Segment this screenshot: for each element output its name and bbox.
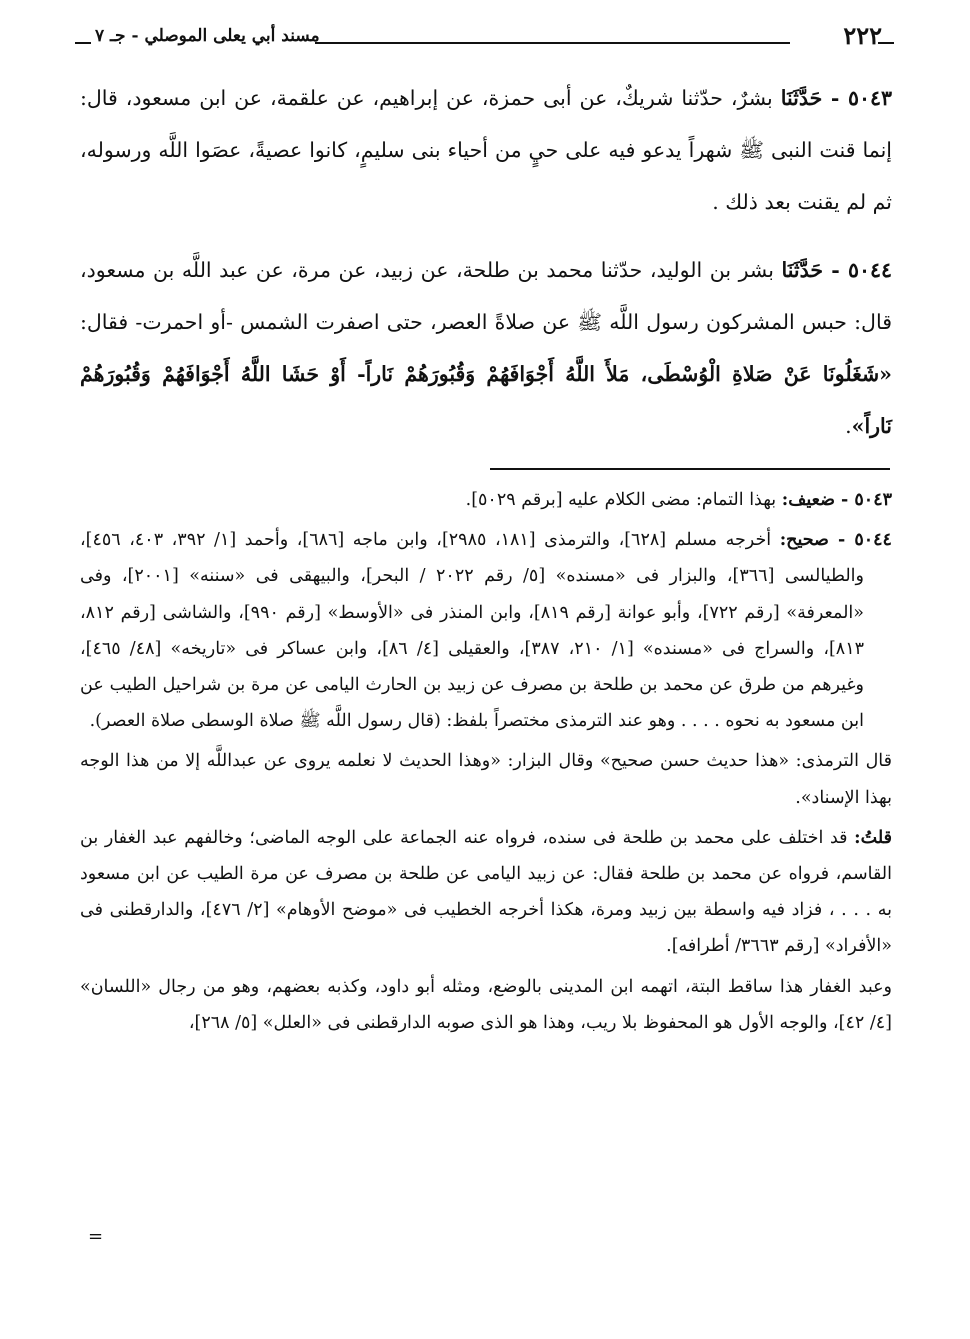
hadith-text: بشرٌ، حدّثنا شريكٌ، عن أبى حمزة، عن إبراهيم، عن علقمة، عن ابن مسعود، قال: إنما قنت النبى ﷺ شهراً يدعو فيه على حيٍ من أحياء بنى سليمٍ، كانوا عصيةً، عصَوا اللَّه ورسوله، ثم لم يقنت بعد ذلك .	[80, 86, 892, 214]
note-number: ٥٠٤٣	[854, 490, 892, 510]
hadith-lead: حَدَّثَنَا	[780, 86, 823, 110]
header-dash-left	[75, 42, 91, 44]
hadith-5043: ٥٠٤٣ - حَدَّثَنَا بشرٌ، حدّثنا شريكٌ، عن أبى حمزة، عن إبراهيم، عن علقمة، عن ابن مسعود، قال: إنما قنت النبى ﷺ شهراً يدعو فيه على حيٍ من أحياء بنى سليمٍ، كانوا عصيةً، عصَوا اللَّه ورسوله، ثم لم يقنت بعد ذلك .	[80, 86, 892, 214]
note-grade: ضعيف:	[781, 490, 835, 510]
hadith-text: بشر بن الوليد، حدّثنا محمد بن طلحة، عن زبيد، عن مرة، عن عبد اللَّه بن مسعود، قال: حبس المشركون رسول اللَّه ﷺ عن صلاةً العصر، حتى اصفرت الشمس -أو احمرت- فقال:	[80, 258, 892, 334]
page-header	[75, 18, 890, 66]
note-tirmidhi: قال الترمذى: «هذا حديث حسن صحيح» وقال البزار: «وهذا الحديث لا نعلمه يروى عن عبداللَّه إلا من هذا الوجه بهذا الإسناد».	[80, 751, 892, 808]
note-text: أخرجه مسلم [٦٢٨]، والترمذى [١٨١، ٢٩٨٥]، وابن ماجه [٦٨٦]، وأحمد [١/ ٣٩٢، ٤٠٣، ٤٥٦]، والطيالسى [٣٦٦]، والبزار فى «مسنده» [٥/ رقم ٢٠٢٢ / البحر]، والبيهقى فى «سننه» [٢٠٠١]، وفى «المعرفة» [رقم ٧٢٢]، وأبو عوانة [رقم ٨١٩]، وابن المنذر فى «الأوسط» [رقم ٩٩٠]، والشاشى [رقم ٨١٢، ٨١٣]، والسراج فى «مسنده» [١/ ٢١٠، ٣٨٧]، والعقيلى [٤/ ٨٦]، وابن عساكر فى «تاريخه» [٤٨/ ٤٦٥]، وغيرهم من طرق عن محمد بن طلحة بن مصرف عن زبيد بن الحارث اليامى عن مرة بن شراحيل الطيب عن ابن مسعود به نحوه . . . . وهو عند الترمذى مختصراً بلفظ: (قال رسول اللَّه ﷺ صلاة الوسطى صلاة العصر).	[80, 530, 864, 732]
hadith-number: ٥٠٤٤	[847, 258, 892, 282]
qultu-text: قد اختلف على محمد بن طلحة فى سنده، فرواه عنه الجماعة على الوجه الماضى؛ وخالفهم عبد الغفار بن القاسم، فرواه عن محمد بن طلحة فقال: عن زبيد اليامى عن طلحة بن مصرف عن مرة الطيب عن ابن مسعود به . . . ، فزاد فيه واسطة بين زبيد ومرة، هكذا أخرجه الخطيب فى «موضح الأوهام» [٢/ ٤٧٦]، والدارقطنى فى «الأفراد» [رقم ٣٦٦٣/ أطرافه].	[80, 827, 892, 957]
note-abdulghaffar: وعبد الغفار هذا ساقط البتة، اتهمه ابن المدينى بالوضع، ومثله أبو داود، وكذبه بعضهم، وهو من رجال «اللسان» [٤/ ٤٢]، والوجه الأول هو المحفوظ بلا ريب، وهذا هو الذى صوبه الدارقطنى فى «العلل» [٥/ ٢٦٨]،	[80, 976, 892, 1033]
note-5044: ٥٠٤٤ - صحيح: أخرجه مسلم [٦٢٨]، والترمذى [١٨١، ٢٩٨٥]، وابن ماجه [٦٨٦]، وأحمد [١/ ٣٩٢، ٤٠٣، ٤٥٦]، والطيالسى [٣٦٦]، والبزار فى «مسنده» [٥/ رقم ٢٠٢٢ / البحر]، والبيهقى فى «سننه» [٢٠٠١]، وفى «المعرفة» [رقم ٧٢٢]، وأبو عوانة [رقم ٨١٩]، وابن المنذر فى «الأوسط» [رقم ٩٩٠]، والشاشى [رقم ٨١٢، ٨١٣]، والسراج فى «مسنده» [١/ ٢١٠، ٣٨٧]، والعقيلى [٤/ ٨٦]، وابن عساكر فى «تاريخه» [٤٨/ ٤٦٥]، وغيرهم من طرق عن محمد بن طلحة بن مصرف عن زبيد بن الحارث اليامى عن مرة بن شراحيل الطيب عن ابن مسعود به نحوه . . . . وهو عند الترمذى مختصراً بلفظ: (قال رسول اللَّه ﷺ صلاة الوسطى صلاة العصر).	[80, 530, 892, 732]
note-number: ٥٠٤٤	[854, 530, 892, 551]
note-qultu	[80, 820, 892, 965]
note-grade: صحيح:	[779, 530, 829, 551]
hadith-end: .	[845, 414, 852, 438]
main-text	[80, 72, 892, 468]
hadith-quote: «شَغَلُونَا عَنْ صَلاةِ الْوُسْطَى، مَلأَ اللَّهُ أَجْوَافَهُمْ وَقُبُورَهُمْ نَاراً- أَوْ حَشَا اللَّهُ أَجْوَافَهُمْ وَقُبُورَهُمْ نَاراً»	[80, 362, 892, 438]
note-text: بهذا التمام: مضى الكلام عليه [برقم ٥٠٢٩].	[465, 490, 777, 510]
hadith-number: ٥٠٤٣	[847, 86, 892, 110]
book-title: مسند أبي يعلى الموصلي - جـ ٧	[95, 26, 320, 46]
hadith-lead: حَدَّثَنَا	[781, 258, 824, 282]
header-rule	[315, 42, 790, 44]
footnotes	[80, 482, 892, 1045]
qultu-label: قلتُ:	[854, 827, 892, 848]
hadith-5044: ٥٠٤٤ - حَدَّثَنَا بشر بن الوليد، حدّثنا محمد بن طلحة، عن زبيد، عن مرة، عن عبد اللَّه بن مسعود، قال: حبس المشركون رسول اللَّه ﷺ عن صلاةً العصر، حتى اصفرت الشمس -أو احمرت- فقال: «شَغَلُونَا عَنْ صَلاةِ الْوُسْطَى، مَلأَ اللَّهُ أَجْوَافَهُمْ وَقُبُورَهُمْ نَاراً- أَوْ حَشَا اللَّهُ أَجْوَافَهُمْ وَقُبُورَهُمْ نَاراً».	[80, 258, 892, 438]
footnote-separator	[490, 468, 890, 470]
continued-mark: =	[88, 1226, 104, 1247]
note-5043: ٥٠٤٣ - ضعيف: بهذا التمام: مضى الكلام عليه [برقم ٥٠٢٩].	[465, 490, 892, 510]
page-number: ٢٢٢	[843, 21, 882, 50]
